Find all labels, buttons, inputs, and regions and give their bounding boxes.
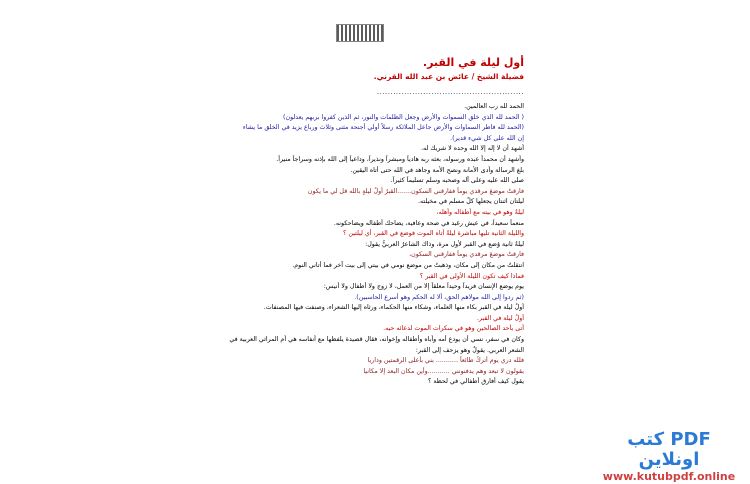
body-line: يقول كيف أفارق أطفالي في لحظة ؟	[428, 378, 524, 386]
body-line: انتقلتُ من مكان إلى مكان، وذهبتُ من موضع نومي في بيتي إلى بيت آخر فما أتاني النوم.	[292, 261, 524, 269]
basmala-calligraphy-image	[336, 24, 384, 42]
body-line: الحمد لله رب العالمين.	[464, 103, 524, 110]
body-line: وأشهد أن محمداً عبده ورسوله، بعثه ربه هادياً ومبشراً ونذيراً، وداعياً إلى الله بإذنه وسراجاً منيراً.	[276, 155, 524, 163]
body-line: الشعر العربي. يقولُ وهو يزحف إلى القبر:	[415, 346, 524, 354]
watermark-logo	[594, 430, 744, 484]
body-line: أشهد أن لا إله إلا الله وحده لا شريك له.	[421, 145, 524, 153]
body-line: (ثم ردوا إلى الله مولاهم الحق، ألا له الحكم وهو أسرع الحاسبين).	[354, 293, 524, 301]
body-line: صلى الله عليه وعلى آله وصحبه وسلم تسليماً كثيراً.	[390, 177, 524, 185]
body-line: فارقتُ موضعَ مرقدي يوماً ففارقني السكون،	[409, 251, 524, 259]
body-line: أولُ ليلة في القبر.	[476, 314, 524, 322]
body-line: وكان في سفر، نسي أن يودع أمه وأباه وأطفاله وإخوانه، فقال قصيدة يلفظها مع أنفاسه هي أم المراثي العربية في	[229, 336, 524, 344]
body-line: ليلتان اثنتان يجعلها كلُّ مسلم في مخيلته.	[418, 198, 524, 206]
body-line: ( الحمد لله الذي خلق السموات والأرض وجعل الظلمات والنور، ثم الذين كفروا بربهم يعدلون)	[283, 113, 524, 121]
body-line: أتى بأحد الصالحين وهو في سكرات الموت لدعائه حيه.	[383, 325, 524, 333]
body-line: فلله دري يوم أتركُ طائعاً ........... بني بأعلى الرقمتين وداريا	[367, 357, 524, 365]
body-line: منعماً سعيداً، في عيش رغيد في صحة وعافية، يضاحك أطفاله ويضاحكونه.	[333, 219, 524, 227]
document-title: أول ليلة في القبر.	[422, 56, 524, 69]
body-line: بلغ الرسالة وأدى الأمانة ونصح الأمة وجاهد في الله حتى أتاه اليقين.	[350, 166, 524, 174]
watermark-brand: كتب PDF اونلاين	[627, 429, 711, 470]
body-line: ليلةٌ ثانية وُضع في القبر لأول مرة، وذاك الشاعرُ العربيُّ يقول:	[365, 240, 524, 248]
body-line: فارقتُ موضعَ مرقدي يوماً ففارقني السكون.......القبرُ أولُ ليلةٍ بالله قل لي ما يكون	[307, 187, 524, 195]
body-line: يوم يوضع الإنسان فريداً وحيداً معلقاً إلا من العمل، لا زوج ولا أطفال ولا أنيس:	[323, 283, 524, 291]
body-line: فماذا كيف تكون الليلة الأولى في القبر ؟	[419, 272, 524, 280]
body-line: (الحمد لله فاطر السماوات والأرض جاعل الملائكة رسلاً أولي أجنحة مثنى وثلاث ورباع يزيد في الخلق ما يشاء	[242, 124, 524, 132]
body-line: أولُ ليلة في القبر بكاء منها العلماء، وشكاء منها الحكماء، ورثاه إليها الشعراء، وصنفت فيها المصنفات.	[263, 304, 524, 312]
body-line: يقولون لا تبعد وهم يدفنونني ...........وأين مكان البعد إلا مكانيا	[363, 367, 524, 375]
body-line: ليلةٌ وهو في بيته مع أطفاله وأهله،	[436, 208, 524, 216]
body-line: إن الله على كل شيء قدير).	[450, 134, 524, 142]
body-line: والليلة الثانية تليها مباشرة ليلةٌ أتاه الموت فوضع في القبر، أي ليلتين ؟	[343, 230, 524, 238]
separator-dots: ......................................................	[376, 88, 524, 96]
document-body	[200, 102, 524, 388]
watermark-url: www.kutubpdf.online	[602, 470, 736, 483]
document-author: فضيلة الشيخ / عائض بن عبد الله القرني.	[373, 72, 524, 81]
